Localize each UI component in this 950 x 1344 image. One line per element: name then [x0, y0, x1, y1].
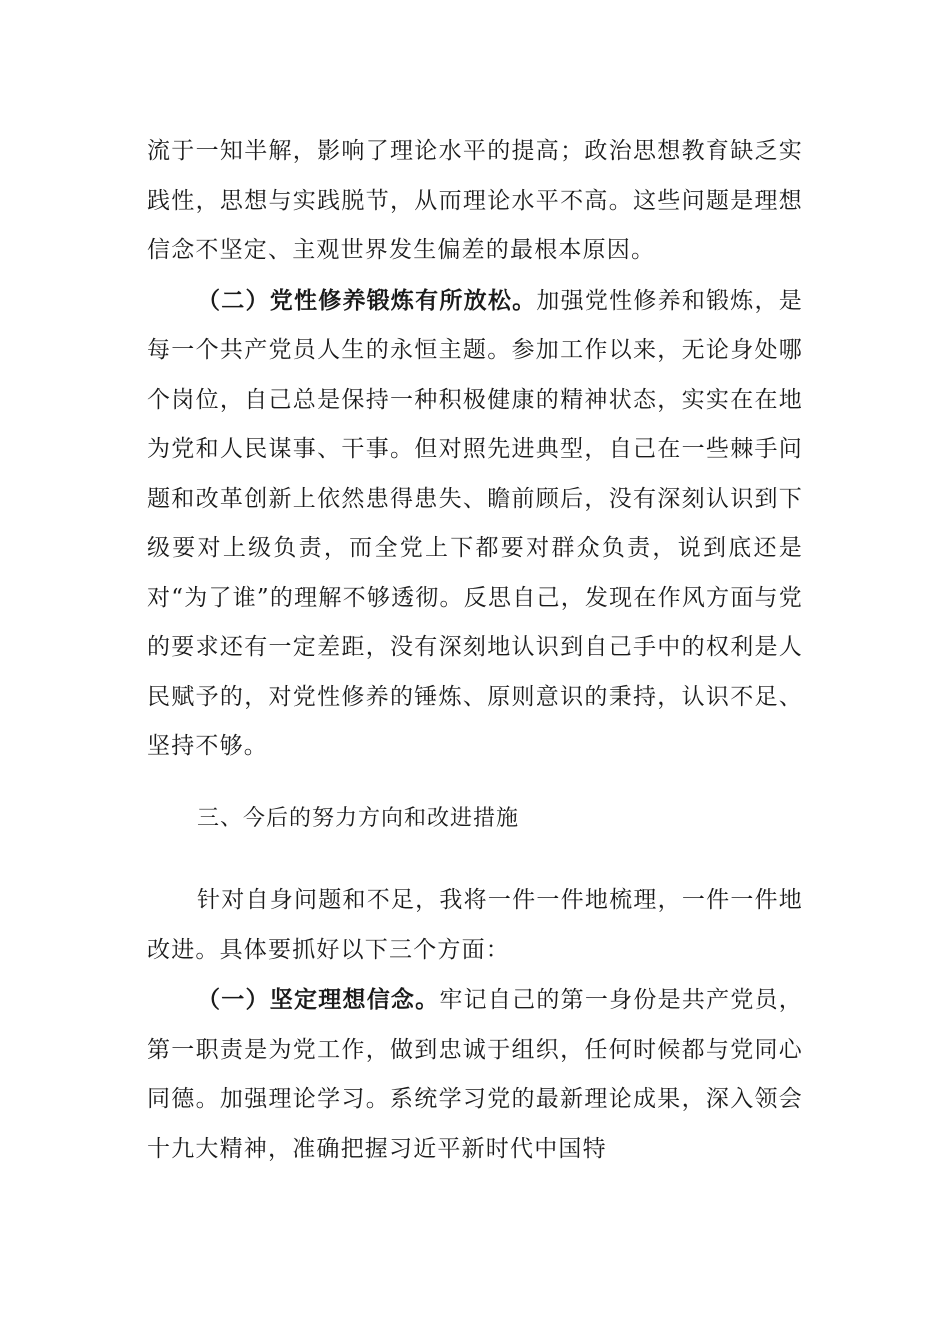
heading-block	[147, 796, 803, 841]
section-2-lead: （二）党性修养锻炼有所放松。	[197, 286, 537, 314]
paragraph-continued: 流于一知半解，影响了理论水平的提高；政治思想教育缺乏实践性，思想与实践脱节，从而理论水平不高。这些问题是理想信念不坚定、主观世界发生偏差的最根本原因。	[147, 138, 803, 263]
paragraph-intro: 针对自身问题和不足，我将一件一件地梳理，一件一件地改进。具体要抓好以下三个方面：	[147, 887, 803, 963]
item-1-lead: （一）坚定理想信念。	[197, 986, 440, 1013]
item-1-body: 牢记自己的第一身份是共产党员，第一职责是为党工作，做到忠诚于组织，任何时候都与党同心同德。加强理论学习。系统学习党的最新理论成果，深入领会十九大精神，准确把握习近平新时代中国特	[147, 987, 804, 1162]
body-text-top	[147, 127, 803, 772]
section-3-heading: 三、今后的努力方向和改进措施	[197, 806, 520, 831]
paragraph-item-1	[147, 975, 803, 1174]
paragraph-section-2	[147, 276, 803, 772]
body-text-bottom	[147, 876, 803, 1174]
section-2-body: 加强党性修养和锻炼，是每一个共产党员人生的永恒主题。参加工作以来，无论身处哪个岗位，自己总是保持一种积极健康的精神状态，实实在在地为党和人民谋事、干事。但对照先进典型，自己在一些棘手问题和改革创新上依然患得患失、瞻前顾后，没有深刻认识到下级要对上级负责，而全党上下都要对群众负责，说到底还是对“为了谁”的理解不够透彻。反思自己，发现在作风方面与党的要求还有一定差距，没有深刻地认识到自己手中的权利是人民赋予的，对党性修养的锤炼、原则意识的秉持，认识不足、坚持不够。	[147, 287, 803, 759]
